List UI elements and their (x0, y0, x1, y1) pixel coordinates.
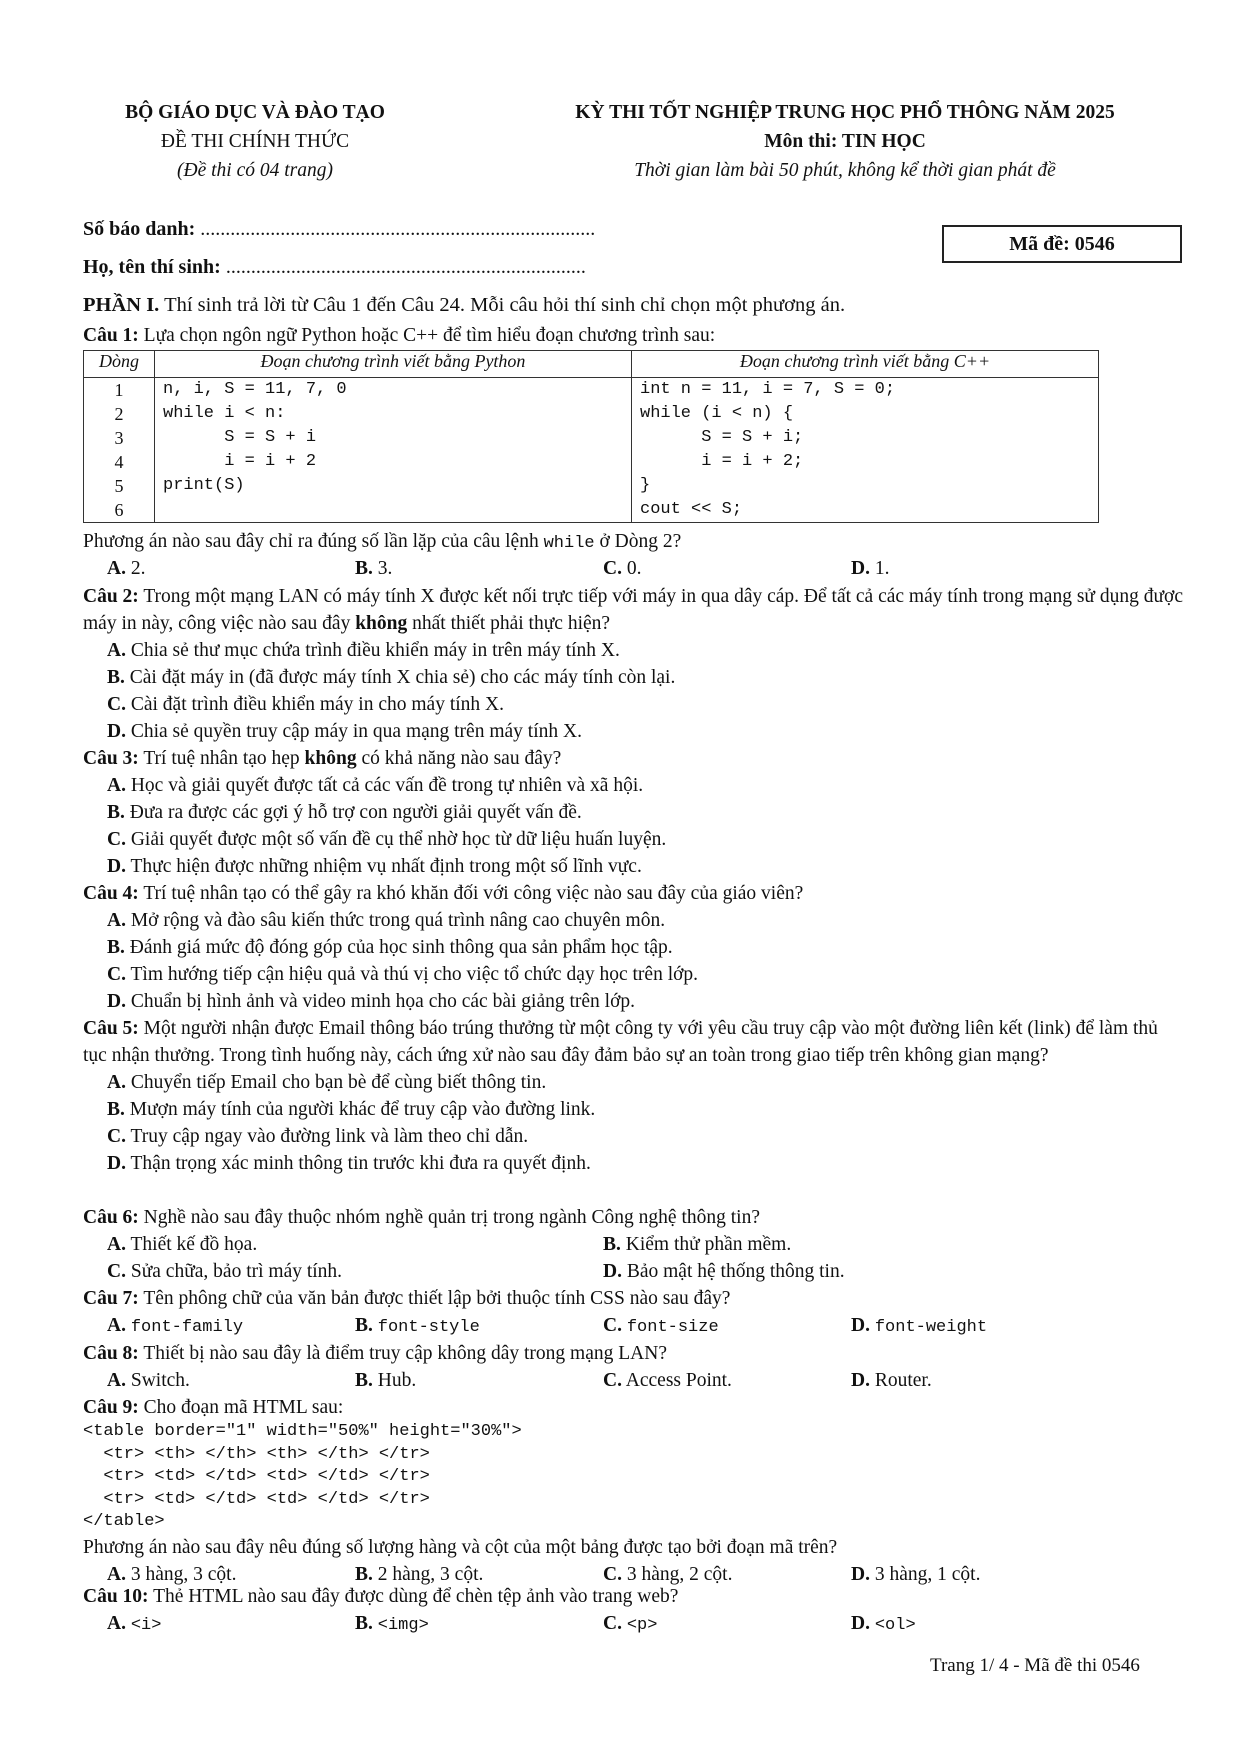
exam-title: KỲ THI TỐT NGHIỆP TRUNG HỌC PHỔ THÔNG NĂM 2025 (575, 102, 1115, 123)
q1-option-text: 3. (377, 558, 393, 579)
candidate-name-dots: ........................................................................ (225, 256, 586, 278)
question-2-emphasis: không (355, 613, 408, 634)
q6-option-key: A. (107, 1234, 126, 1255)
q4-option-text: Mở rộng và đào sâu kiến thức trong quá trình nâng cao chuyên môn. (130, 910, 666, 931)
q9-option-key: A. (107, 1563, 126, 1585)
question-6-text: Nghề nào sau đây thuộc nhóm nghề quản trị trong ngành Công nghệ thông tin? (143, 1207, 760, 1228)
q2-option-c[interactable] (83, 691, 1183, 718)
q1-option-text: 0. (626, 558, 642, 579)
pages-note: (Đề thi có 04 trang) (177, 160, 333, 181)
q3-option-key: C. (107, 829, 126, 850)
question-1-text: Lựa chọn ngôn ngữ Python hoặc C++ để tìm hiểu đoạn chương trình sau: (143, 325, 716, 346)
question-1-stem (83, 322, 1183, 349)
q7-option-key: A. (107, 1315, 126, 1336)
q5-option-text: Thận trọng xác minh thông tin trước khi đưa ra quyết định. (130, 1153, 591, 1174)
q9-option-key: D. (851, 1563, 870, 1585)
q8-option-key: B. (355, 1370, 373, 1391)
q6-option-d[interactable] (603, 1258, 1099, 1285)
q5-option-text: Chuyển tiếp Email cho bạn bè để cùng biết thông tin. (130, 1072, 547, 1093)
candidate-number-dots: ............................................................................... (200, 218, 596, 240)
question-8 (83, 1340, 1183, 1394)
question-4-label: Câu 4: (83, 883, 139, 904)
candidate-number-field (83, 218, 595, 241)
q4-option-d[interactable] (83, 988, 1183, 1015)
q2-option-a[interactable] (83, 637, 1183, 664)
python-code: n, i, S = 11, 7, 0 while i < n: S = S + i i = i + 2 print(S) (155, 378, 632, 523)
q8-option-a[interactable] (107, 1367, 355, 1394)
question-3-label: Câu 3: (83, 748, 139, 769)
q3-option-text: Học và giải quyết được tất cả các vấn đề trong tự nhiên và xã hội. (130, 775, 644, 796)
q10-option-key: A. (107, 1613, 126, 1634)
part-1-instruction (83, 292, 1183, 319)
q6-option-key: B. (603, 1234, 621, 1255)
q2-option-b[interactable] (83, 664, 1183, 691)
q3-option-a[interactable] (83, 772, 1183, 799)
ministry-name: BỘ GIÁO DỤC VÀ ĐÀO TẠO (125, 102, 385, 123)
q5-option-d[interactable] (83, 1150, 1183, 1177)
question-9-stem (83, 1394, 1183, 1421)
q7-option-a[interactable] (107, 1312, 355, 1341)
q5-option-key: B. (107, 1099, 125, 1120)
q1-option-b[interactable] (355, 555, 603, 582)
q9-option-text: 3 hàng, 1 cột. (874, 1563, 981, 1585)
code-table-body (84, 378, 1099, 523)
q6-option-a[interactable] (107, 1231, 603, 1258)
q5-option-key: D. (107, 1153, 126, 1174)
question-2-label: Câu 2: (83, 586, 139, 607)
question-7-text: Tên phông chữ của văn bản được thiết lập bởi thuộc tính CSS nào sau đây? (143, 1288, 731, 1309)
question-1-question (83, 528, 1183, 557)
q1-option-c[interactable] (603, 555, 851, 582)
q10-option-key: B. (355, 1613, 373, 1634)
q4-option-key: C. (107, 964, 126, 985)
q4-option-key: B. (107, 937, 125, 958)
q10-option-text: <ol> (874, 1616, 916, 1635)
question-1-stem-code: while (543, 534, 595, 553)
header-line: Dòng (84, 351, 155, 378)
q8-option-key: C. (603, 1370, 622, 1391)
question-3-text-a: Trí tuệ nhân tạo hẹp (143, 748, 300, 769)
question-6-stem (83, 1204, 1183, 1231)
q5-option-b[interactable] (83, 1096, 1183, 1123)
question-1-options (83, 555, 1207, 582)
question-6-options-row-1 (83, 1231, 1183, 1258)
question-3 (83, 745, 1183, 880)
official-label: ĐỀ THI CHÍNH THỨC (160, 131, 350, 152)
q8-option-text: Hub. (377, 1370, 417, 1391)
q10-option-text: <img> (377, 1616, 429, 1635)
q1-option-key: A. (107, 558, 126, 579)
question-10 (83, 1583, 1183, 1639)
q7-option-text: font-size (626, 1318, 719, 1337)
question-3-stem (83, 745, 1183, 772)
q3-option-text: Giải quyết được một số vấn đề cụ thể nhờ học từ dữ liệu huấn luyện. (130, 829, 667, 850)
q7-option-d[interactable] (851, 1312, 1099, 1341)
candidate-name-field (83, 256, 586, 279)
q6-option-b[interactable] (603, 1231, 1099, 1258)
question-6-options-row-2 (83, 1258, 1183, 1285)
q4-option-b[interactable] (83, 934, 1183, 961)
q7-option-key: C. (603, 1315, 622, 1336)
q7-option-key: B. (355, 1315, 373, 1336)
q8-option-text: Access Point. (625, 1370, 732, 1391)
part-1-label: PHẦN I. (83, 294, 160, 316)
q8-option-text: Switch. (130, 1370, 190, 1391)
question-8-stem (83, 1340, 1183, 1367)
line-numbers: 1 2 3 4 5 6 (84, 378, 155, 523)
question-4-text: Trí tuệ nhân tạo có thể gây ra khó khăn đối với công việc nào sau đây của giáo viên? (143, 883, 804, 904)
q3-option-text: Đưa ra được các gợi ý hỗ trợ con người giải quyết vấn đề. (129, 802, 582, 823)
q8-option-key: A. (107, 1370, 126, 1391)
q1-option-key: B. (355, 558, 373, 579)
q7-option-c[interactable] (603, 1312, 851, 1341)
q4-option-text: Chuẩn bị hình ảnh và video minh họa cho các bài giảng trên lớp. (130, 991, 636, 1012)
q5-option-a[interactable] (83, 1069, 1183, 1096)
q8-option-c[interactable] (603, 1367, 851, 1394)
q3-option-key: A. (107, 775, 126, 796)
q4-option-text: Tìm hướng tiếp cận hiệu quả và thú vị cho việc tổ chức dạy học trên lớp. (130, 964, 699, 985)
question-8-label: Câu 8: (83, 1343, 139, 1364)
q5-option-text: Mượn máy tính của người khác để truy cập vào đường link. (129, 1099, 596, 1120)
q2-option-text: Chia sẻ thư mục chứa trình điều khiển máy in trên máy tính X. (130, 640, 620, 661)
q10-option-key: D. (851, 1613, 870, 1634)
q3-option-key: B. (107, 802, 125, 823)
question-7 (83, 1285, 1183, 1341)
page-footer: Trang 1/ 4 - Mã đề thi 0546 (930, 1655, 1140, 1676)
q8-option-b[interactable] (355, 1367, 603, 1394)
question-8-options (83, 1367, 1183, 1394)
question-7-options (83, 1312, 1183, 1341)
q10-option-b[interactable] (355, 1610, 603, 1639)
header-python: Đoạn chương trình viết bằng Python (155, 351, 632, 378)
question-9-label: Câu 9: (83, 1397, 139, 1418)
q3-option-c[interactable] (83, 826, 1183, 853)
q3-option-d[interactable] (83, 853, 1183, 880)
question-3-emphasis: không (304, 748, 357, 769)
q8-option-text: Router. (874, 1370, 932, 1391)
q6-option-c[interactable] (107, 1258, 603, 1285)
question-6 (83, 1204, 1183, 1285)
question-3-text-b: có khả năng nào sau đây? (361, 748, 562, 769)
q10-option-text: <i> (130, 1616, 162, 1635)
q7-option-text: font-style (377, 1318, 480, 1337)
question-9-text: Cho đoạn mã HTML sau: (143, 1397, 344, 1418)
question-2-text-b: nhất thiết phải thực hiện? (412, 613, 611, 634)
q2-option-text: Chia sẻ quyền truy cập máy in qua mạng trên máy tính X. (130, 721, 582, 742)
q6-option-text: Bảo mật hệ thống thông tin. (626, 1261, 845, 1282)
q3-option-key: D. (107, 856, 126, 877)
question-5-label: Câu 5: (83, 1018, 139, 1039)
cpp-code: int n = 11, i = 7, S = 0; while (i < n) { S = S + i; i = i + 2; } cout << S; (632, 378, 1099, 523)
part-1-text: Thí sinh trả lời từ Câu 1 đến Câu 24. Mỗi câu hỏi thí sinh chỉ chọn một phương án. (164, 294, 846, 316)
q2-option-d[interactable] (83, 718, 1183, 745)
q1-option-key: D. (851, 558, 870, 579)
q5-option-key: C. (107, 1126, 126, 1147)
q4-option-a[interactable] (83, 907, 1183, 934)
question-1-stem-before: Phương án nào sau đây chỉ ra đúng số lần lặp của câu lệnh (83, 531, 539, 552)
q9-option-text: 3 hàng, 2 cột. (626, 1563, 733, 1585)
q2-option-key: A. (107, 640, 126, 661)
question-7-stem (83, 1285, 1183, 1312)
q2-option-text: Cài đặt trình điều khiển máy in cho máy tính X. (130, 694, 504, 715)
question-2 (83, 583, 1183, 745)
q6-option-text: Sửa chữa, bảo trì máy tính. (130, 1261, 343, 1282)
code-table-header (84, 351, 1099, 378)
question-5-stem (83, 1015, 1183, 1069)
q4-option-key: D. (107, 991, 126, 1012)
q1-option-key: C. (603, 558, 622, 579)
q3-option-text: Thực hiện được những nhiệm vụ nhất định trong một số lĩnh vực. (130, 856, 642, 877)
q9-option-text: 2 hàng, 3 cột. (377, 1563, 484, 1585)
q1-option-text: 1. (874, 558, 890, 579)
q6-option-key: D. (603, 1261, 622, 1282)
q9-option-key: B. (355, 1563, 373, 1585)
q6-option-text: Thiết kế đồ họa. (130, 1234, 258, 1255)
q2-option-key: D. (107, 721, 126, 742)
q1-option-text: 2. (130, 558, 146, 579)
q7-option-text: font-family (130, 1318, 244, 1337)
q7-option-text: font-weight (874, 1318, 988, 1337)
question-9 (83, 1394, 1183, 1588)
q4-option-c[interactable] (83, 961, 1183, 988)
subject: Môn thi: TIN HỌC (764, 131, 926, 152)
question-4-stem (83, 880, 1183, 907)
q10-option-a[interactable] (107, 1610, 355, 1639)
time-note: Thời gian làm bài 50 phút, không kể thời gian phát đề (634, 160, 1056, 181)
html-code-snippet: <table border="1" width="50%" height="30%"> <tr> <th> </th> <th> </th> </tr> <tr> <td> </td> <td> </td> </tr> <tr> <td> </td> <td> </td> </tr> </table> (83, 1422, 522, 1531)
q9-option-key: C. (603, 1563, 622, 1585)
question-9-question: Phương án nào sau đây nêu đúng số lượng hàng và cột của một bảng được tạo bởi đoạn mã trên? (83, 1536, 838, 1558)
q5-option-c[interactable] (83, 1123, 1183, 1150)
question-7-label: Câu 7: (83, 1288, 139, 1309)
candidate-number-label: Số báo danh: (83, 218, 196, 240)
question-6-label: Câu 6: (83, 1207, 139, 1228)
question-10-text: Thẻ HTML nào sau đây được dùng để chèn tệp ảnh vào trang web? (153, 1586, 679, 1607)
q4-option-text: Đánh giá mức độ đóng góp của học sinh thông qua sản phẩm học tập. (129, 937, 673, 958)
q10-option-key: C. (603, 1613, 622, 1634)
question-10-label: Câu 10: (83, 1586, 149, 1607)
question-5 (83, 1015, 1183, 1177)
q5-option-text: Truy cập ngay vào đường link và làm theo chỉ dẫn. (130, 1126, 529, 1147)
question-2-stem (83, 583, 1183, 637)
q10-option-c[interactable] (603, 1610, 851, 1639)
question-5-text: Một người nhận được Email thông báo trúng thưởng từ một công ty với yêu cầu truy cập vào một đường liên kết (link) để làm thủ tục nhận thưởng. Trong tình huống này, cách ứng xử nào sau đây đảm bảo sự an toàn trong giao tiếp trên không gian mạng? (83, 1018, 1158, 1066)
header-left (90, 98, 420, 185)
q6-option-text: Kiểm thử phần mềm. (625, 1234, 792, 1255)
q8-option-key: D. (851, 1370, 870, 1391)
header-right (505, 98, 1185, 185)
exam-code-box: Mã đề: 0546 (942, 225, 1182, 263)
question-10-stem (83, 1583, 1183, 1610)
q3-option-b[interactable] (83, 799, 1183, 826)
q6-option-key: C. (107, 1261, 126, 1282)
q9-option-text: 3 hàng, 3 cột. (130, 1563, 237, 1585)
question-1-label: Câu 1: (83, 325, 139, 346)
q10-option-text: <p> (626, 1616, 658, 1635)
q2-option-key: C. (107, 694, 126, 715)
code-table (83, 350, 1099, 523)
candidate-name-label: Họ, tên thí sinh: (83, 256, 221, 278)
q7-option-b[interactable] (355, 1312, 603, 1341)
question-2-text-a: Trong một mạng LAN có máy tính X được kết nối trực tiếp với máy in qua dây cáp. Để tất cả các máy tính trong mạng sử dụng được máy in này, công việc nào sau đây (83, 586, 1184, 634)
q10-option-d[interactable] (851, 1610, 1099, 1639)
question-8-text: Thiết bị nào sau đây là điểm truy cập không dây trong mạng LAN? (143, 1343, 667, 1364)
question-1-stem-after: ở Dòng 2? (599, 531, 682, 552)
header-cpp: Đoạn chương trình viết bằng C++ (632, 351, 1099, 378)
question-4 (83, 880, 1183, 1015)
q7-option-key: D. (851, 1315, 870, 1336)
q2-option-key: B. (107, 667, 125, 688)
q4-option-key: A. (107, 910, 126, 931)
q1-option-a[interactable] (107, 555, 355, 582)
q5-option-key: A. (107, 1072, 126, 1093)
q8-option-d[interactable] (851, 1367, 1099, 1394)
q2-option-text: Cài đặt máy in (đã được máy tính X chia sẻ) cho các máy tính còn lại. (129, 667, 676, 688)
q1-option-d[interactable] (851, 555, 1099, 582)
question-10-options (83, 1610, 1183, 1639)
